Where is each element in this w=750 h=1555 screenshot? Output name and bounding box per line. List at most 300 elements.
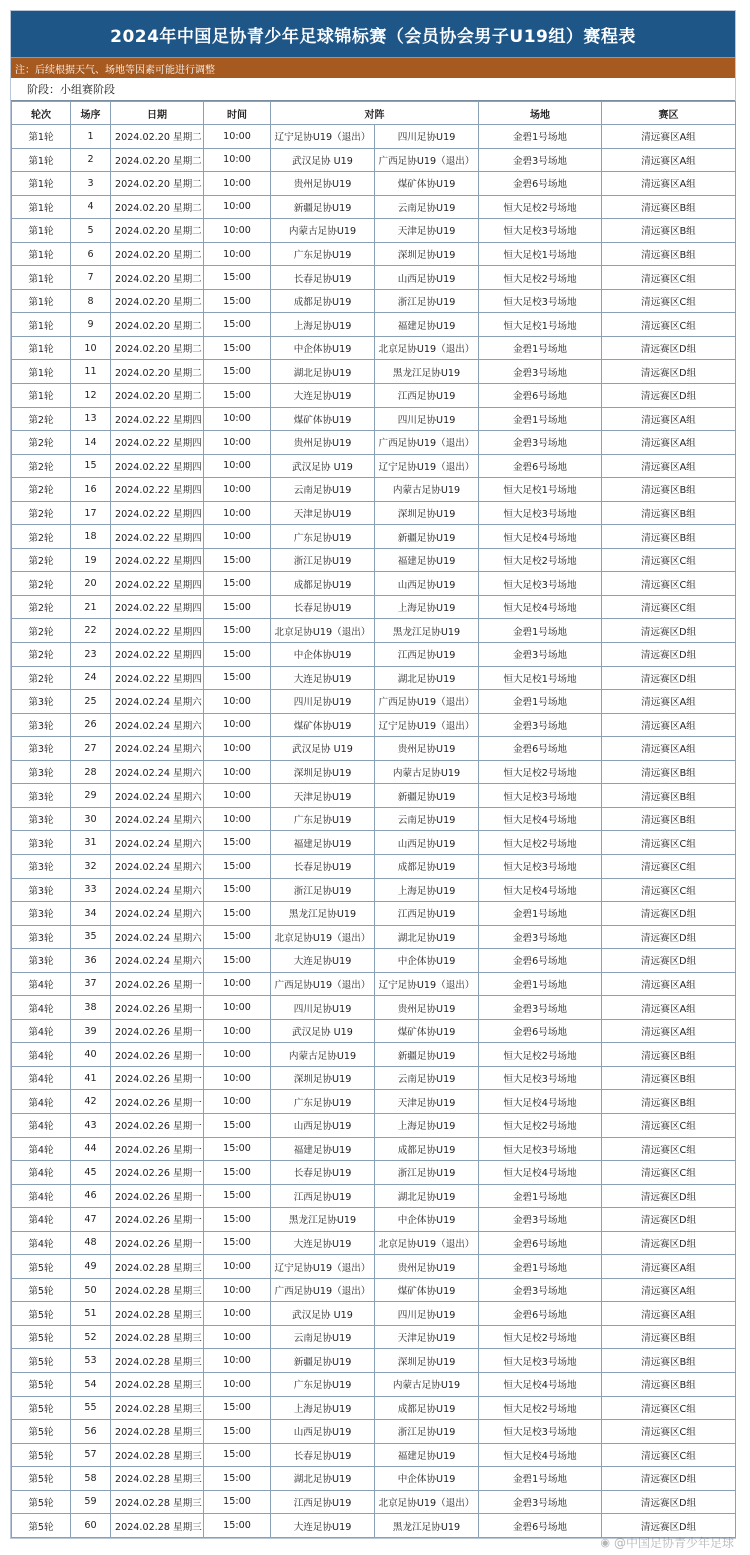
header-division: 赛区 (602, 102, 736, 125)
cell-match-no: 43 (71, 1113, 111, 1137)
cell-match-no: 17 (71, 501, 111, 525)
cell-home-team: 云南足协U19 (271, 478, 375, 502)
cell-venue: 金碧1号场地 (479, 125, 602, 149)
cell-time: 10:00 (204, 737, 271, 761)
cell-time: 15:00 (204, 266, 271, 290)
cell-date: 2024.02.26 星期一 (111, 1231, 204, 1255)
cell-round: 第5轮 (12, 1278, 71, 1302)
cell-venue: 恒大足校4号场地 (479, 807, 602, 831)
cell-date: 2024.02.24 星期六 (111, 713, 204, 737)
cell-division: 清远赛区C组 (602, 831, 736, 855)
cell-date: 2024.02.20 星期二 (111, 360, 204, 384)
cell-venue: 金碧1号场地 (479, 902, 602, 926)
cell-date: 2024.02.26 星期一 (111, 1066, 204, 1090)
cell-match-no: 46 (71, 1184, 111, 1208)
cell-match-no: 52 (71, 1325, 111, 1349)
cell-division: 清远赛区D组 (602, 1514, 736, 1538)
cell-home-team: 湖北足协U19 (271, 360, 375, 384)
cell-away-team: 四川足协U19 (375, 125, 479, 149)
cell-home-team: 浙江足协U19 (271, 878, 375, 902)
cell-date: 2024.02.24 星期六 (111, 737, 204, 761)
cell-home-team: 天津足协U19 (271, 784, 375, 808)
cell-match-no: 7 (71, 266, 111, 290)
cell-away-team: 中企体协U19 (375, 1208, 479, 1232)
cell-date: 2024.02.26 星期一 (111, 1137, 204, 1161)
cell-time: 15:00 (204, 666, 271, 690)
cell-away-team: 成都足协U19 (375, 1396, 479, 1420)
cell-date: 2024.02.28 星期三 (111, 1514, 204, 1538)
cell-home-team: 长春足协U19 (271, 1161, 375, 1185)
cell-match-no: 35 (71, 925, 111, 949)
adjustment-note: 注：后续根据天气、场地等因素可能进行调整 (11, 57, 735, 78)
cell-date: 2024.02.28 星期三 (111, 1349, 204, 1373)
cell-home-team: 新疆足协U19 (271, 195, 375, 219)
cell-date: 2024.02.28 星期三 (111, 1490, 204, 1514)
table-row (12, 548, 736, 572)
cell-date: 2024.02.22 星期四 (111, 454, 204, 478)
stage-label: 阶段：小组赛阶段 (11, 78, 735, 101)
cell-date: 2024.02.20 星期二 (111, 172, 204, 196)
cell-date: 2024.02.22 星期四 (111, 643, 204, 667)
table-row (12, 1090, 736, 1114)
cell-time: 15:00 (204, 1137, 271, 1161)
cell-date: 2024.02.22 星期四 (111, 407, 204, 431)
cell-away-team: 内蒙古足协U19 (375, 478, 479, 502)
cell-date: 2024.02.26 星期一 (111, 1184, 204, 1208)
cell-away-team: 广西足协U19（退出） (375, 690, 479, 714)
cell-venue: 金碧1号场地 (479, 1255, 602, 1279)
table-row (12, 219, 736, 243)
cell-time: 15:00 (204, 902, 271, 926)
cell-match-no: 34 (71, 902, 111, 926)
table-row (12, 666, 736, 690)
table-row (12, 1467, 736, 1491)
table-row (12, 313, 736, 337)
cell-time: 10:00 (204, 760, 271, 784)
cell-division: 清远赛区A组 (602, 996, 736, 1020)
cell-division: 清远赛区B组 (602, 501, 736, 525)
cell-division: 清远赛区A组 (602, 1019, 736, 1043)
cell-away-team: 山西足协U19 (375, 831, 479, 855)
cell-home-team: 深圳足协U19 (271, 760, 375, 784)
cell-away-team: 北京足协U19（退出） (375, 1231, 479, 1255)
cell-away-team: 江西足协U19 (375, 902, 479, 926)
cell-away-team: 湖北足协U19 (375, 925, 479, 949)
table-row (12, 643, 736, 667)
cell-home-team: 长春足协U19 (271, 266, 375, 290)
cell-division: 清远赛区B组 (602, 478, 736, 502)
cell-round: 第5轮 (12, 1325, 71, 1349)
cell-home-team: 武汉足协 U19 (271, 1302, 375, 1326)
cell-home-team: 广东足协U19 (271, 1372, 375, 1396)
table-row (12, 336, 736, 360)
cell-home-team: 大连足协U19 (271, 1514, 375, 1538)
cell-match-no: 25 (71, 690, 111, 714)
cell-home-team: 长春足协U19 (271, 854, 375, 878)
cell-time: 15:00 (204, 1396, 271, 1420)
cell-round: 第1轮 (12, 336, 71, 360)
cell-away-team: 成都足协U19 (375, 1137, 479, 1161)
cell-venue: 金碧3号场地 (479, 925, 602, 949)
cell-venue: 金碧6号场地 (479, 1231, 602, 1255)
cell-date: 2024.02.20 星期二 (111, 242, 204, 266)
cell-venue: 金碧3号场地 (479, 643, 602, 667)
watermark (600, 1534, 734, 1551)
cell-away-team: 江西足协U19 (375, 643, 479, 667)
cell-division: 清远赛区B组 (602, 1066, 736, 1090)
cell-venue: 金碧1号场地 (479, 690, 602, 714)
cell-division: 清远赛区D组 (602, 384, 736, 408)
cell-division: 清远赛区A组 (602, 972, 736, 996)
cell-away-team: 黑龙江足协U19 (375, 360, 479, 384)
cell-match-no: 45 (71, 1161, 111, 1185)
cell-date: 2024.02.24 星期六 (111, 831, 204, 855)
cell-division: 清远赛区B组 (602, 807, 736, 831)
cell-division: 清远赛区C组 (602, 572, 736, 596)
cell-round: 第3轮 (12, 949, 71, 973)
cell-time: 10:00 (204, 501, 271, 525)
cell-date: 2024.02.26 星期一 (111, 1208, 204, 1232)
cell-date: 2024.02.22 星期四 (111, 431, 204, 455)
cell-division: 清远赛区C组 (602, 266, 736, 290)
cell-date: 2024.02.20 星期二 (111, 289, 204, 313)
cell-match-no: 54 (71, 1372, 111, 1396)
cell-venue: 恒大足校3号场地 (479, 784, 602, 808)
cell-venue: 恒大足校3号场地 (479, 1420, 602, 1444)
cell-round: 第4轮 (12, 1161, 71, 1185)
cell-home-team: 大连足协U19 (271, 1231, 375, 1255)
cell-away-team: 福建足协U19 (375, 548, 479, 572)
cell-match-no: 33 (71, 878, 111, 902)
table-row (12, 525, 736, 549)
cell-date: 2024.02.24 星期六 (111, 784, 204, 808)
cell-home-team: 浙江足协U19 (271, 548, 375, 572)
cell-match-no: 40 (71, 1043, 111, 1067)
table-row (12, 1443, 736, 1467)
cell-round: 第5轮 (12, 1514, 71, 1538)
cell-round: 第2轮 (12, 666, 71, 690)
cell-round: 第2轮 (12, 525, 71, 549)
cell-division: 清远赛区A组 (602, 1278, 736, 1302)
cell-date: 2024.02.20 星期二 (111, 266, 204, 290)
cell-round: 第1轮 (12, 195, 71, 219)
page-title: 2024年中国足协青少年足球锦标赛（会员协会男子U19组）赛程表 (11, 11, 735, 57)
cell-round: 第1轮 (12, 384, 71, 408)
cell-time: 15:00 (204, 831, 271, 855)
cell-round: 第4轮 (12, 1184, 71, 1208)
cell-time: 10:00 (204, 807, 271, 831)
cell-time: 10:00 (204, 1349, 271, 1373)
cell-home-team: 山西足协U19 (271, 1420, 375, 1444)
cell-round: 第3轮 (12, 854, 71, 878)
cell-match-no: 6 (71, 242, 111, 266)
header-round: 轮次 (12, 102, 71, 125)
cell-away-team: 新疆足协U19 (375, 784, 479, 808)
cell-division: 清远赛区C组 (602, 1137, 736, 1161)
cell-venue: 金碧1号场地 (479, 619, 602, 643)
table-row (12, 902, 736, 926)
cell-venue: 恒大足校2号场地 (479, 1325, 602, 1349)
cell-time: 10:00 (204, 1043, 271, 1067)
table-row (12, 478, 736, 502)
cell-venue: 恒大足校4号场地 (479, 1443, 602, 1467)
table-row (12, 360, 736, 384)
cell-venue: 恒大足校3号场地 (479, 219, 602, 243)
header-matchup: 对阵 (271, 102, 479, 125)
cell-match-no: 13 (71, 407, 111, 431)
cell-home-team: 武汉足协 U19 (271, 737, 375, 761)
cell-home-team: 福建足协U19 (271, 831, 375, 855)
cell-away-team: 贵州足协U19 (375, 737, 479, 761)
cell-time: 15:00 (204, 1443, 271, 1467)
cell-venue: 恒大足校1号场地 (479, 666, 602, 690)
cell-round: 第2轮 (12, 572, 71, 596)
table-row (12, 1490, 736, 1514)
cell-match-no: 41 (71, 1066, 111, 1090)
cell-away-team: 上海足协U19 (375, 1113, 479, 1137)
cell-time: 10:00 (204, 996, 271, 1020)
cell-home-team: 武汉足协 U19 (271, 454, 375, 478)
cell-date: 2024.02.28 星期三 (111, 1396, 204, 1420)
cell-date: 2024.02.28 星期三 (111, 1372, 204, 1396)
cell-match-no: 30 (71, 807, 111, 831)
schedule-sheet (10, 10, 736, 1539)
cell-date: 2024.02.28 星期三 (111, 1302, 204, 1326)
cell-home-team: 黑龙江足协U19 (271, 1208, 375, 1232)
cell-time: 15:00 (204, 1208, 271, 1232)
cell-home-team: 大连足协U19 (271, 384, 375, 408)
cell-time: 10:00 (204, 713, 271, 737)
cell-venue: 金碧6号场地 (479, 949, 602, 973)
cell-venue: 金碧3号场地 (479, 713, 602, 737)
cell-division: 清远赛区C组 (602, 1161, 736, 1185)
cell-division: 清远赛区C组 (602, 289, 736, 313)
table-row (12, 1019, 736, 1043)
cell-round: 第3轮 (12, 760, 71, 784)
cell-round: 第3轮 (12, 925, 71, 949)
cell-away-team: 湖北足协U19 (375, 666, 479, 690)
cell-venue: 恒大足校2号场地 (479, 195, 602, 219)
cell-home-team: 云南足协U19 (271, 1325, 375, 1349)
cell-away-team: 北京足协U19（退出） (375, 336, 479, 360)
cell-away-team: 新疆足协U19 (375, 1043, 479, 1067)
cell-home-team: 贵州足协U19 (271, 172, 375, 196)
cell-date: 2024.02.26 星期一 (111, 996, 204, 1020)
cell-match-no: 29 (71, 784, 111, 808)
table-row (12, 972, 736, 996)
cell-venue: 金碧3号场地 (479, 996, 602, 1020)
cell-round: 第3轮 (12, 690, 71, 714)
cell-match-no: 3 (71, 172, 111, 196)
cell-division: 清远赛区C组 (602, 1113, 736, 1137)
schedule-table (11, 101, 736, 1538)
table-row (12, 949, 736, 973)
cell-away-team: 浙江足协U19 (375, 1420, 479, 1444)
table-row (12, 925, 736, 949)
cell-round: 第1轮 (12, 172, 71, 196)
cell-date: 2024.02.22 星期四 (111, 548, 204, 572)
table-row (12, 854, 736, 878)
table-row (12, 125, 736, 149)
cell-time: 15:00 (204, 949, 271, 973)
cell-venue: 金碧6号场地 (479, 1019, 602, 1043)
cell-time: 15:00 (204, 336, 271, 360)
cell-round: 第4轮 (12, 1208, 71, 1232)
cell-division: 清远赛区B组 (602, 1372, 736, 1396)
cell-division: 清远赛区C组 (602, 595, 736, 619)
cell-match-no: 24 (71, 666, 111, 690)
schedule-rows (12, 125, 736, 1538)
cell-home-team: 四川足协U19 (271, 996, 375, 1020)
cell-venue: 恒大足校3号场地 (479, 289, 602, 313)
cell-date: 2024.02.22 星期四 (111, 525, 204, 549)
cell-division: 清远赛区D组 (602, 925, 736, 949)
table-row (12, 1208, 736, 1232)
cell-home-team: 北京足协U19（退出） (271, 925, 375, 949)
cell-away-team: 北京足协U19（退出） (375, 1490, 479, 1514)
cell-division: 清远赛区A组 (602, 431, 736, 455)
cell-home-team: 上海足协U19 (271, 1396, 375, 1420)
cell-match-no: 47 (71, 1208, 111, 1232)
cell-round: 第5轮 (12, 1443, 71, 1467)
cell-match-no: 16 (71, 478, 111, 502)
cell-division: 清远赛区A组 (602, 1255, 736, 1279)
table-row (12, 407, 736, 431)
cell-round: 第2轮 (12, 478, 71, 502)
cell-division: 清远赛区B组 (602, 1349, 736, 1373)
cell-match-no: 58 (71, 1467, 111, 1491)
cell-division: 清远赛区C组 (602, 313, 736, 337)
cell-division: 清远赛区C组 (602, 548, 736, 572)
table-row (12, 690, 736, 714)
cell-date: 2024.02.26 星期一 (111, 1090, 204, 1114)
table-row (12, 996, 736, 1020)
cell-division: 清远赛区A组 (602, 690, 736, 714)
cell-match-no: 28 (71, 760, 111, 784)
cell-time: 10:00 (204, 1066, 271, 1090)
cell-date: 2024.02.28 星期三 (111, 1325, 204, 1349)
cell-time: 10:00 (204, 407, 271, 431)
cell-division: 清远赛区A组 (602, 713, 736, 737)
cell-round: 第3轮 (12, 902, 71, 926)
cell-time: 15:00 (204, 572, 271, 596)
cell-away-team: 辽宁足协U19（退出） (375, 713, 479, 737)
cell-date: 2024.02.20 星期二 (111, 336, 204, 360)
cell-away-team: 云南足协U19 (375, 1066, 479, 1090)
cell-match-no: 21 (71, 595, 111, 619)
cell-venue: 恒大足校4号场地 (479, 1090, 602, 1114)
cell-time: 10:00 (204, 972, 271, 996)
cell-time: 15:00 (204, 1184, 271, 1208)
table-row (12, 172, 736, 196)
cell-round: 第2轮 (12, 619, 71, 643)
cell-round: 第4轮 (12, 1090, 71, 1114)
cell-date: 2024.02.28 星期三 (111, 1443, 204, 1467)
cell-venue: 恒大足校3号场地 (479, 1349, 602, 1373)
cell-venue: 金碧3号场地 (479, 148, 602, 172)
cell-home-team: 中企体协U19 (271, 336, 375, 360)
cell-division: 清远赛区D组 (602, 619, 736, 643)
cell-match-no: 36 (71, 949, 111, 973)
cell-home-team: 广西足协U19（退出） (271, 972, 375, 996)
cell-division: 清远赛区C组 (602, 878, 736, 902)
cell-date: 2024.02.22 星期四 (111, 572, 204, 596)
cell-date: 2024.02.20 星期二 (111, 195, 204, 219)
cell-date: 2024.02.20 星期二 (111, 219, 204, 243)
cell-venue: 金碧6号场地 (479, 454, 602, 478)
cell-venue: 金碧6号场地 (479, 172, 602, 196)
cell-venue: 恒大足校1号场地 (479, 242, 602, 266)
cell-time: 10:00 (204, 1372, 271, 1396)
table-row (12, 1184, 736, 1208)
cell-division: 清远赛区C组 (602, 1443, 736, 1467)
cell-away-team: 云南足协U19 (375, 807, 479, 831)
table-row (12, 384, 736, 408)
cell-home-team: 辽宁足协U19（退出） (271, 1255, 375, 1279)
table-row (12, 1161, 736, 1185)
cell-venue: 恒大足校3号场地 (479, 854, 602, 878)
cell-home-team: 贵州足协U19 (271, 431, 375, 455)
cell-date: 2024.02.24 星期六 (111, 949, 204, 973)
cell-round: 第5轮 (12, 1420, 71, 1444)
cell-venue: 金碧1号场地 (479, 1184, 602, 1208)
cell-time: 10:00 (204, 1255, 271, 1279)
cell-date: 2024.02.22 星期四 (111, 478, 204, 502)
cell-time: 10:00 (204, 525, 271, 549)
cell-venue: 金碧3号场地 (479, 431, 602, 455)
table-row (12, 431, 736, 455)
cell-time: 15:00 (204, 1113, 271, 1137)
cell-time: 15:00 (204, 1490, 271, 1514)
table-row (12, 266, 736, 290)
cell-away-team: 成都足协U19 (375, 854, 479, 878)
cell-away-team: 黑龙江足协U19 (375, 619, 479, 643)
cell-venue: 恒大足校4号场地 (479, 1161, 602, 1185)
cell-round: 第2轮 (12, 501, 71, 525)
cell-venue: 金碧6号场地 (479, 1302, 602, 1326)
cell-round: 第5轮 (12, 1349, 71, 1373)
cell-division: 清远赛区B组 (602, 1043, 736, 1067)
cell-round: 第1轮 (12, 289, 71, 313)
table-row (12, 1043, 736, 1067)
cell-match-no: 44 (71, 1137, 111, 1161)
cell-date: 2024.02.24 星期六 (111, 902, 204, 926)
cell-home-team: 江西足协U19 (271, 1490, 375, 1514)
cell-match-no: 27 (71, 737, 111, 761)
table-row (12, 1349, 736, 1373)
table-row (12, 619, 736, 643)
cell-home-team: 江西足协U19 (271, 1184, 375, 1208)
header-venue: 场地 (479, 102, 602, 125)
cell-division: 清远赛区B组 (602, 195, 736, 219)
cell-venue: 恒大足校4号场地 (479, 1372, 602, 1396)
table-row (12, 595, 736, 619)
cell-away-team: 深圳足协U19 (375, 1349, 479, 1373)
cell-away-team: 山西足协U19 (375, 572, 479, 596)
cell-time: 15:00 (204, 619, 271, 643)
table-row (12, 1278, 736, 1302)
cell-away-team: 上海足协U19 (375, 595, 479, 619)
cell-division: 清远赛区D组 (602, 1467, 736, 1491)
cell-round: 第1轮 (12, 266, 71, 290)
cell-time: 15:00 (204, 1514, 271, 1538)
cell-match-no: 60 (71, 1514, 111, 1538)
cell-date: 2024.02.28 星期三 (111, 1467, 204, 1491)
cell-venue: 恒大足校2号场地 (479, 1396, 602, 1420)
cell-round: 第1轮 (12, 313, 71, 337)
watermark-text: @中国足协青少年足球 (613, 1536, 734, 1550)
cell-date: 2024.02.24 星期六 (111, 854, 204, 878)
